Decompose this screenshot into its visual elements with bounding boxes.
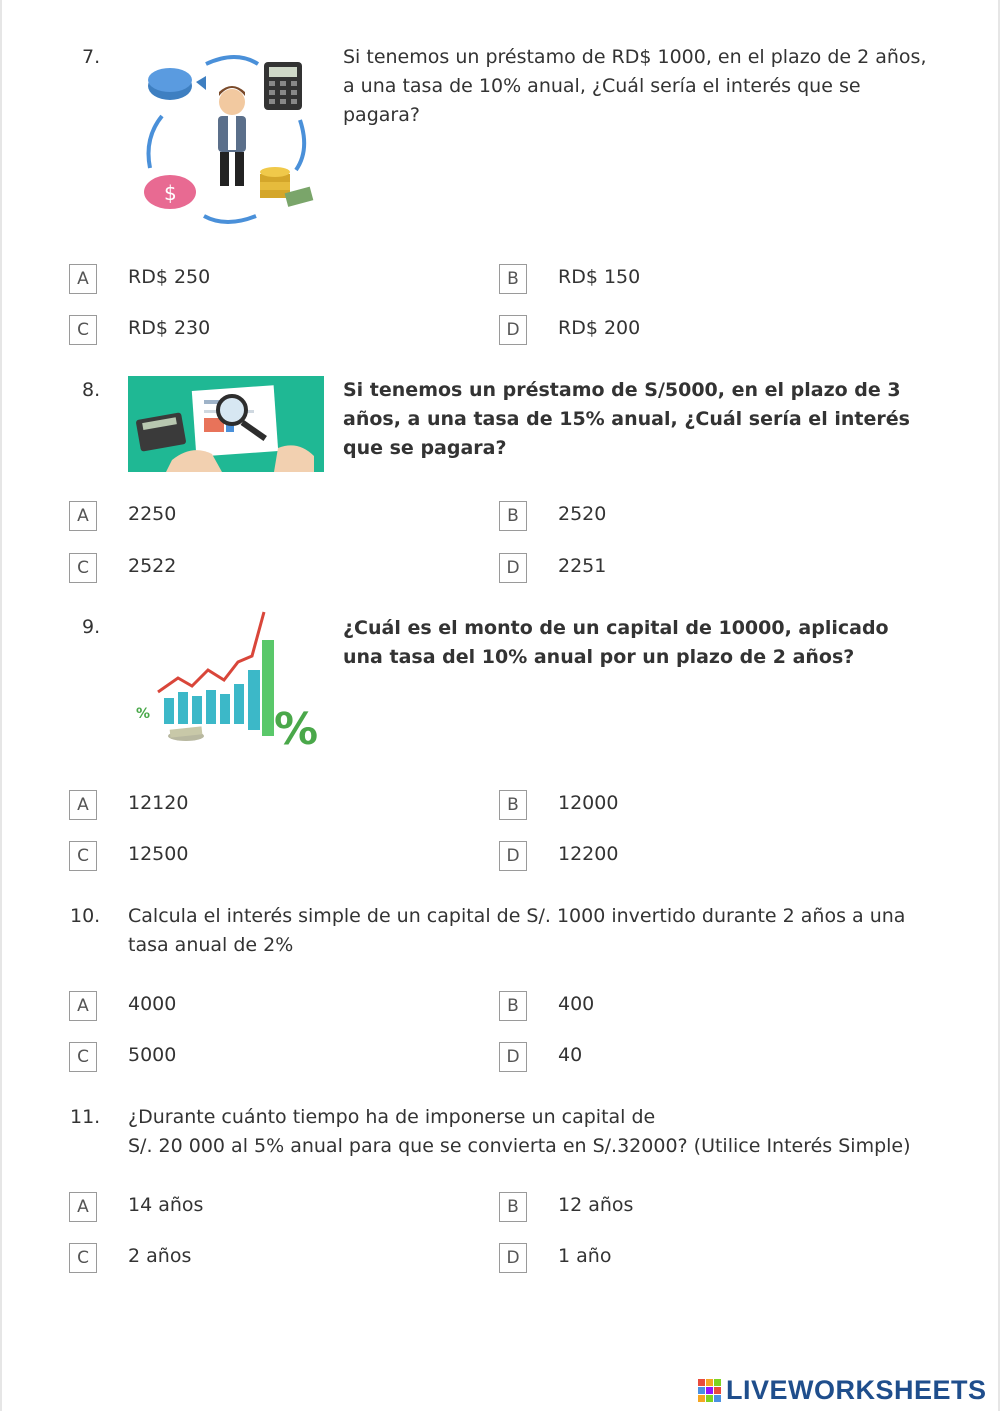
question-10-option-b[interactable] — [499, 991, 879, 1025]
question-8-text: Si tenemos un préstamo de S/5000, en el plazo de 3 años, a una tasa de 15% anual, ¿Cuál sería el interés que se pagara? — [343, 379, 910, 459]
question-9-number: 9. — [82, 616, 101, 638]
option-label: RD$ 250 — [128, 266, 211, 288]
question-7-option-d[interactable] — [499, 315, 879, 349]
question-11-text-line-1: ¿Durante cuánto tiempo ha de imponerse un capital de — [128, 1106, 656, 1128]
option-label: 12120 — [128, 792, 189, 814]
option-label: 12000 — [558, 792, 619, 814]
option-label: 12500 — [128, 843, 189, 865]
question-10-option-d[interactable] — [499, 1042, 879, 1076]
option-label: 1 año — [558, 1245, 612, 1267]
option-label: 12 años — [558, 1194, 634, 1216]
option-letter-box[interactable]: C — [69, 1243, 97, 1273]
option-letter-box[interactable]: D — [499, 553, 527, 583]
question-7-number: 7. — [82, 46, 101, 68]
option-letter-box[interactable]: B — [499, 1192, 527, 1222]
question-7-option-b[interactable] — [499, 264, 879, 298]
option-label: 4000 — [128, 993, 177, 1015]
option-letter-box[interactable]: C — [69, 553, 97, 583]
liveworksheets-logo-icon — [698, 1379, 722, 1403]
option-letter-box[interactable]: D — [499, 1243, 527, 1273]
question-8-image — [128, 376, 324, 472]
question-10-number: 10. — [70, 905, 101, 927]
option-letter-box[interactable]: B — [499, 501, 527, 531]
question-11-number: 11. — [70, 1106, 101, 1128]
question-8-option-a[interactable] — [69, 501, 449, 535]
question-11-text-line-2: S/. 20 000 al 5% anual para que se convierta en S/.32000? (Utilice Interés Simple) — [128, 1135, 911, 1157]
option-label: 400 — [558, 993, 595, 1015]
svg-text:%: % — [136, 706, 151, 722]
question-9-option-b[interactable] — [499, 790, 879, 824]
option-letter-box[interactable]: A — [69, 1192, 97, 1222]
question-8-option-c[interactable] — [69, 553, 449, 587]
option-label: 2251 — [558, 555, 607, 577]
question-10-option-a[interactable] — [69, 991, 449, 1025]
question-9-image — [128, 610, 324, 760]
page-edge-left — [0, 0, 2, 1411]
question-7-image — [128, 40, 324, 234]
question-8-option-d[interactable] — [499, 553, 879, 587]
option-letter-box[interactable]: C — [69, 841, 97, 871]
question-9-text: ¿Cuál es el monto de un capital de 10000, aplicado una tasa del 10% anual por un plazo de 2 años? — [343, 617, 889, 668]
question-9-option-d[interactable] — [499, 841, 879, 875]
question-10-option-c[interactable] — [69, 1042, 449, 1076]
question-9-option-c[interactable] — [69, 841, 449, 875]
question-11-option-a[interactable] — [69, 1192, 449, 1226]
option-label: 40 — [558, 1044, 583, 1066]
option-label: 5000 — [128, 1044, 177, 1066]
option-letter-box[interactable]: A — [69, 264, 97, 294]
option-label: RD$ 230 — [128, 317, 211, 339]
question-8-number: 8. — [82, 379, 101, 401]
option-label: 12200 — [558, 843, 619, 865]
question-7-option-a[interactable] — [69, 264, 449, 298]
option-letter-box[interactable]: C — [69, 1042, 97, 1072]
option-letter-box[interactable]: C — [69, 315, 97, 345]
option-label: 2520 — [558, 503, 607, 525]
question-7-text: Si tenemos un préstamo de RD$ 1000, en el plazo de 2 años, a una tasa de 10% anual, ¿Cuál sería el interés que se pagara? — [343, 46, 927, 126]
question-11-option-d[interactable] — [499, 1243, 879, 1277]
svg-text:$: $ — [164, 181, 177, 205]
option-letter-box[interactable]: B — [499, 790, 527, 820]
question-11-option-c[interactable] — [69, 1243, 449, 1277]
question-11-option-b[interactable] — [499, 1192, 879, 1226]
question-7-option-c[interactable] — [69, 315, 449, 349]
option-label: 2250 — [128, 503, 177, 525]
option-letter-box[interactable]: A — [69, 790, 97, 820]
option-letter-box[interactable]: B — [499, 264, 527, 294]
option-letter-box[interactable]: D — [499, 1042, 527, 1072]
option-letter-box[interactable]: A — [69, 501, 97, 531]
option-label: RD$ 200 — [558, 317, 641, 339]
option-label: 2 años — [128, 1245, 192, 1267]
option-letter-box[interactable]: D — [499, 315, 527, 345]
option-letter-box[interactable]: D — [499, 841, 527, 871]
question-8-option-b[interactable] — [499, 501, 879, 535]
question-9-option-a[interactable] — [69, 790, 449, 824]
svg-text:%: % — [274, 704, 319, 755]
option-label: RD$ 150 — [558, 266, 641, 288]
option-label: 2522 — [128, 555, 177, 577]
question-10-text: Calcula el interés simple de un capital de S/. 1000 invertido durante 2 años a una tasa anual de 2% — [128, 905, 906, 956]
question-11-text — [128, 1103, 918, 1161]
liveworksheets-wordmark: LIVEWORKSHEETS — [726, 1375, 987, 1405]
option-letter-box[interactable]: B — [499, 991, 527, 1021]
option-letter-box[interactable]: A — [69, 991, 97, 1021]
option-label: 14 años — [128, 1194, 204, 1216]
